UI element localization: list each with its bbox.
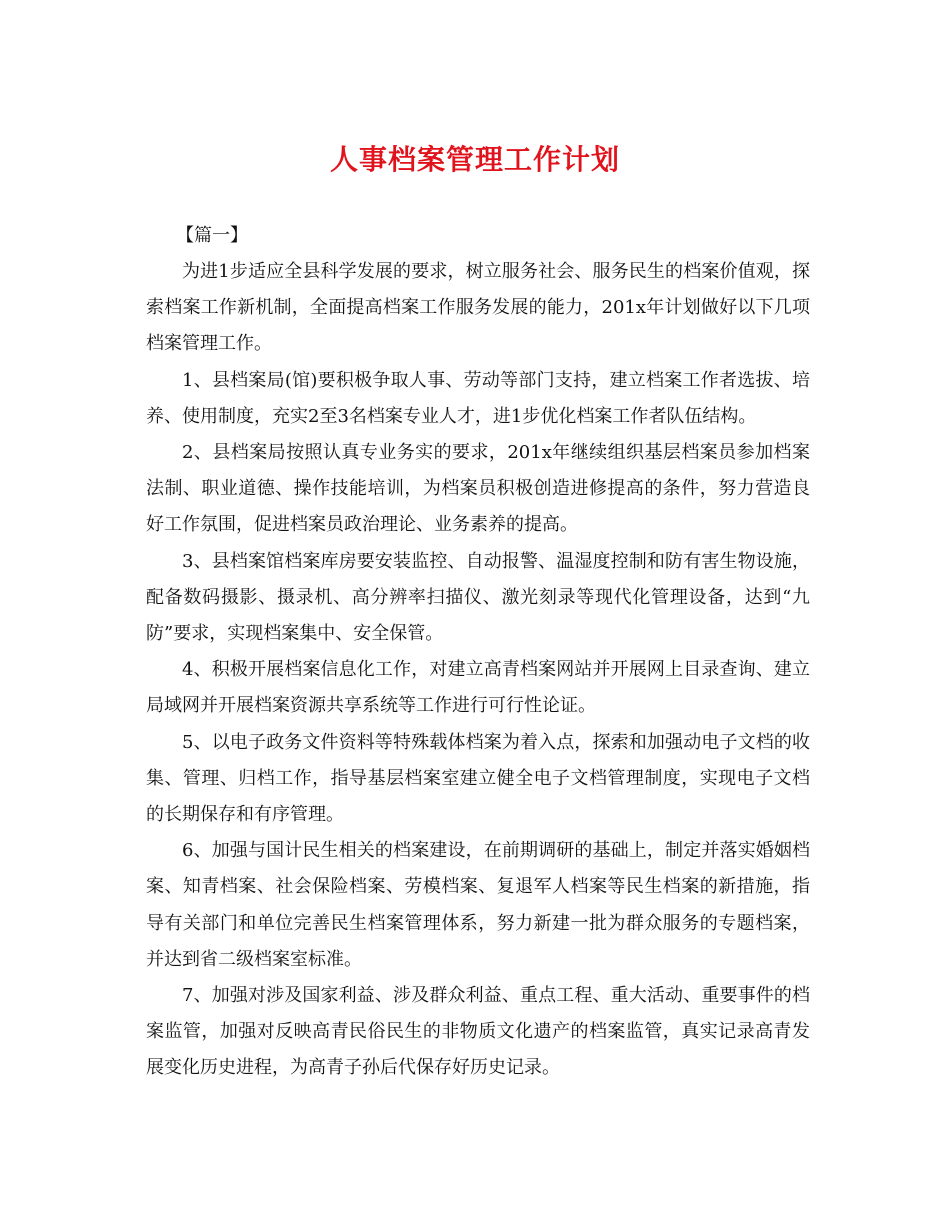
paragraph-item-1: 1、县档案局(馆)要积极争取人事、劳动等部门支持，建立档案工作者选拔、培养、使用制度，充实2至3名档案专业人才，进1步优化档案工作者队伍结构。 (146, 369, 810, 427)
paragraph-item-6: 6、加强与国计民生相关的档案建设，在前期调研的基础上，制定并落实婚姻档案、知青档案、社会保险档案、劳模档案、复退军人档案等民生档案的新措施，指导有关部门和单位完善民生档案管理体系，努力新建一批为群众服务的专题档案，并达到省二级档案室标准。 (146, 840, 810, 970)
paragraph-item-3: 3、县档案馆档案库房要安装监控、自动报警、温湿度控制和防有害生物设施，配备数码摄影、摄录机、高分辨率扫描仪、激光刻录等现代化管理设备，达到“九防”要求，实现档案集中、安全保管。 (146, 550, 810, 645)
paragraph-item-4: 4、积极开展档案信息化工作，对建立高青档案网站并开展网上目录查询、建立局域网并开展档案资源共享系统等工作进行可行性论证。 (146, 659, 810, 717)
section-label: 【篇一】 (176, 225, 248, 246)
paragraph-item-5: 5、以电子政务文件资料等特殊载体档案为着入点，探索和加强动电子文档的收集、管理、归档工作，指导基层档案室建立健全电子文档管理制度，实现电子文档的长期保存和有序管理。 (146, 731, 810, 826)
paragraph-item-2: 2、县档案局按照认真专业务实的要求，201x年继续组织基层档案员参加档案法制、职业道德、操作技能培训，为档案员积极创造进修提高的条件，努力营造良好工作氛围，促进档案员政治理论、业务素养的提高。 (146, 442, 810, 536)
document-body (146, 218, 810, 1087)
paragraph-item-7: 7、加强对涉及国家利益、涉及群众利益、重点工程、重大活动、重要事件的档案监管，加强对反映高青民俗民生的非物质文化遗产的档案监管，真实记录高青发展变化历史进程，为高青子孙后代保存好历史记录。 (146, 985, 810, 1079)
paragraph-intro: 为进1步适应全县科学发展的要求，树立服务社会、服务民生的档案价值观，探索档案工作新机制，全面提高档案工作服务发展的能力，201x年计划做好以下几项档案管理工作。 (146, 261, 810, 355)
document-title: 人事档案管理工作计划 (329, 143, 620, 176)
